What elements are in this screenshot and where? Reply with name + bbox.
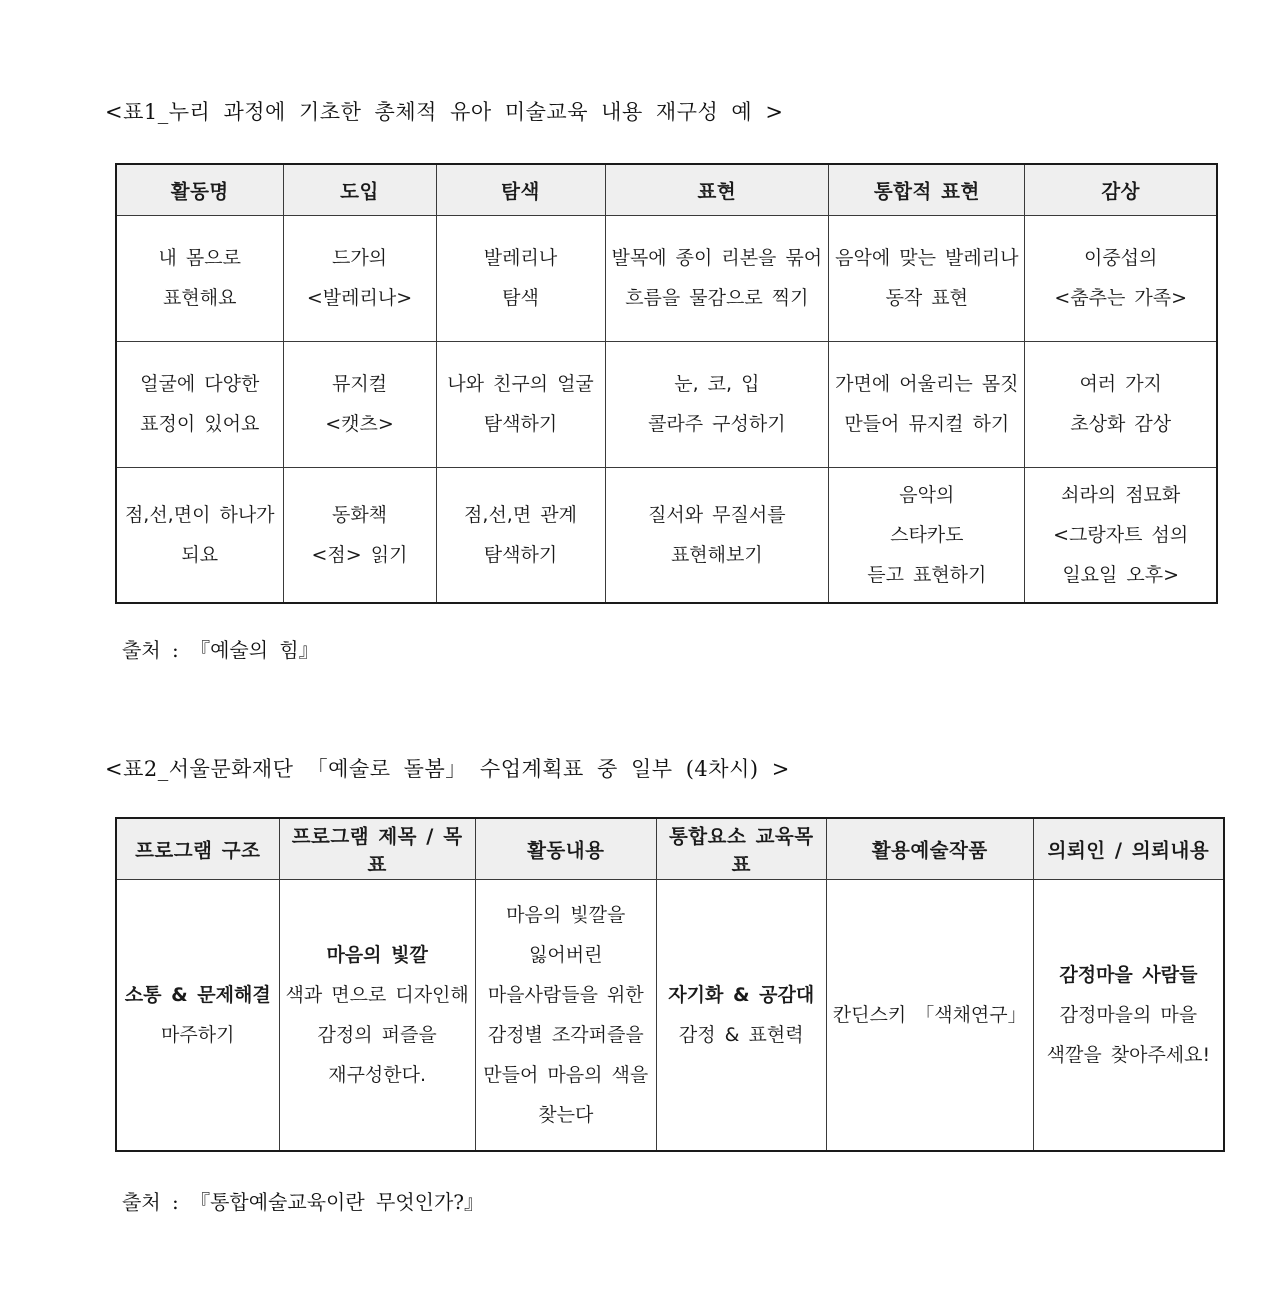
table2-source: 출처 : 『통합예술교육이란 무엇인가?』 bbox=[122, 1190, 485, 1214]
cell-line: 질서와 무질서를 bbox=[648, 503, 786, 526]
table-row bbox=[116, 215, 1217, 341]
cell-line: 음악에 맞는 발레리나 bbox=[835, 247, 1019, 269]
cell-line: 스타카도 bbox=[890, 523, 964, 546]
cell-line: <춤추는 가족> bbox=[1054, 287, 1188, 309]
column-header: 활동명 bbox=[116, 164, 283, 215]
table1 bbox=[115, 163, 1218, 604]
cell-line: 듣고 표현하기 bbox=[867, 563, 987, 586]
cell-line: 여러 가지 bbox=[1079, 373, 1162, 395]
cell-line: 마음의 빛깔을 bbox=[506, 903, 626, 926]
cell-line: 찾는다 bbox=[538, 1103, 594, 1126]
table-row bbox=[116, 467, 1217, 603]
table-cell bbox=[1033, 880, 1224, 1151]
cell-line: <그랑자트 섬의 bbox=[1053, 523, 1189, 546]
cell-line: 소통 & 문제해결 bbox=[124, 983, 271, 1006]
table-row bbox=[116, 341, 1217, 467]
header-row bbox=[116, 164, 1217, 215]
cell-line: 드가의 bbox=[331, 247, 388, 269]
cell-line: 마주하기 bbox=[161, 1023, 235, 1046]
cell-line: 발레리나 bbox=[483, 247, 558, 269]
table-cell bbox=[1025, 341, 1217, 467]
cell-line: <발레리나> bbox=[306, 287, 413, 309]
table-cell bbox=[605, 467, 829, 603]
table-cell bbox=[116, 215, 283, 341]
cell-line: 재구성한다. bbox=[328, 1063, 427, 1086]
table-cell bbox=[436, 341, 605, 467]
cell-line: 눈, 코, 입 bbox=[674, 373, 760, 395]
table-cell bbox=[829, 341, 1025, 467]
column-header: 의뢰인 / 의뢰내용 bbox=[1033, 818, 1224, 880]
cell-line: 쇠라의 점묘화 bbox=[1061, 483, 1181, 506]
cell-line: 발목에 종이 리본을 묶어 bbox=[611, 247, 823, 269]
cell-line: 감정의 퍼즐을 bbox=[317, 1023, 437, 1046]
cell-line: 마음의 빛깔 bbox=[326, 943, 428, 966]
column-header: 통합요소 교육목표 bbox=[656, 818, 826, 880]
cell-line: 만들어 뮤지컬 하기 bbox=[844, 413, 1010, 435]
table-row bbox=[116, 880, 1224, 1151]
cell-line: 일요일 오후> bbox=[1062, 563, 1180, 586]
column-header: 표현 bbox=[605, 164, 829, 215]
cell-line: 내 몸으로 bbox=[158, 247, 241, 269]
table2 bbox=[115, 817, 1225, 1152]
cell-line: 콜라주 구성하기 bbox=[648, 413, 786, 435]
cell-line: 마을사람들을 위한 bbox=[487, 983, 644, 1006]
cell-line: 표현해보기 bbox=[670, 543, 763, 566]
table-cell bbox=[829, 467, 1025, 603]
cell-line: 흐름을 물감으로 찍기 bbox=[625, 287, 809, 309]
cell-line: 동작 표현 bbox=[885, 287, 969, 309]
cell-line: 표정이 있어요 bbox=[140, 413, 260, 435]
table-cell bbox=[436, 215, 605, 341]
column-header: 프로그램 구조 bbox=[116, 818, 279, 880]
table-cell bbox=[605, 341, 829, 467]
cell-line: 자기화 & 공감대 bbox=[668, 983, 815, 1006]
table-cell bbox=[826, 880, 1033, 1151]
cell-line: <캣츠> bbox=[325, 413, 394, 435]
column-header: 활용예술작품 bbox=[826, 818, 1033, 880]
header-row bbox=[116, 818, 1224, 880]
cell-line: 동화책 bbox=[331, 503, 388, 526]
table-cell bbox=[283, 341, 436, 467]
table-cell bbox=[605, 215, 829, 341]
data-table bbox=[115, 817, 1225, 1152]
table1-source: 출처 : 『예술의 힘』 bbox=[122, 638, 319, 662]
table-cell bbox=[656, 880, 826, 1151]
cell-line: 칸딘스키 「색채연구」 bbox=[832, 1003, 1027, 1026]
cell-line: 가면에 어울리는 몸짓 bbox=[835, 373, 1019, 395]
column-header: 탐색 bbox=[436, 164, 605, 215]
cell-line: 감정 & 표현력 bbox=[678, 1023, 804, 1046]
table-cell bbox=[116, 341, 283, 467]
cell-line: 감정마을의 마을 bbox=[1059, 1003, 1198, 1026]
table1-caption: <표1_누리 과정에 기초한 총체적 유아 미술교육 내용 재구성 예 > bbox=[105, 100, 784, 124]
table-cell bbox=[279, 880, 475, 1151]
cell-line: 얼굴에 다양한 bbox=[140, 373, 260, 395]
cell-line: 탐색하기 bbox=[483, 543, 558, 566]
column-header: 활동내용 bbox=[475, 818, 656, 880]
cell-line: 탐색하기 bbox=[483, 413, 558, 435]
table-cell bbox=[436, 467, 605, 603]
cell-line: <점> 읽기 bbox=[311, 543, 408, 566]
cell-line: 되요 bbox=[181, 543, 219, 566]
cell-line: 감정별 조각퍼즐을 bbox=[487, 1023, 644, 1046]
cell-line: 나와 친구의 얼굴 bbox=[447, 373, 594, 395]
table-cell bbox=[1025, 467, 1217, 603]
cell-line: 뮤지컬 bbox=[331, 373, 388, 395]
table-cell bbox=[116, 880, 279, 1151]
cell-line: 이중섭의 bbox=[1083, 247, 1158, 269]
cell-line: 표현해요 bbox=[163, 287, 237, 309]
table-cell bbox=[1025, 215, 1217, 341]
column-header: 통합적 표현 bbox=[829, 164, 1025, 215]
cell-line: 잃어버린 bbox=[529, 943, 603, 966]
cell-line: 색깔을 찾아주세요! bbox=[1046, 1043, 1211, 1066]
table2-caption: <표2_서울문화재단 「예술로 돌봄」 수업계획표 중 일부 (4차시) > bbox=[105, 757, 790, 781]
table-cell bbox=[283, 467, 436, 603]
cell-line: 탐색 bbox=[502, 287, 539, 309]
data-table bbox=[115, 163, 1218, 604]
cell-line: 점,선,면이 하나가 bbox=[124, 503, 275, 526]
table-cell bbox=[116, 467, 283, 603]
cell-line: 음악의 bbox=[899, 483, 955, 506]
table-cell bbox=[829, 215, 1025, 341]
column-header: 프로그램 제목 / 목표 bbox=[279, 818, 475, 880]
column-header: 도입 bbox=[283, 164, 436, 215]
cell-line: 감정마을 사람들 bbox=[1059, 963, 1198, 986]
cell-line: 색과 면으로 디자인해 bbox=[285, 983, 469, 1006]
cell-line: 초상화 감상 bbox=[1070, 413, 1172, 435]
column-header: 감상 bbox=[1025, 164, 1217, 215]
table-cell bbox=[283, 215, 436, 341]
table-cell bbox=[475, 880, 656, 1151]
cell-line: 만들어 마음의 색을 bbox=[483, 1063, 649, 1086]
cell-line: 점,선,면 관계 bbox=[464, 503, 577, 526]
